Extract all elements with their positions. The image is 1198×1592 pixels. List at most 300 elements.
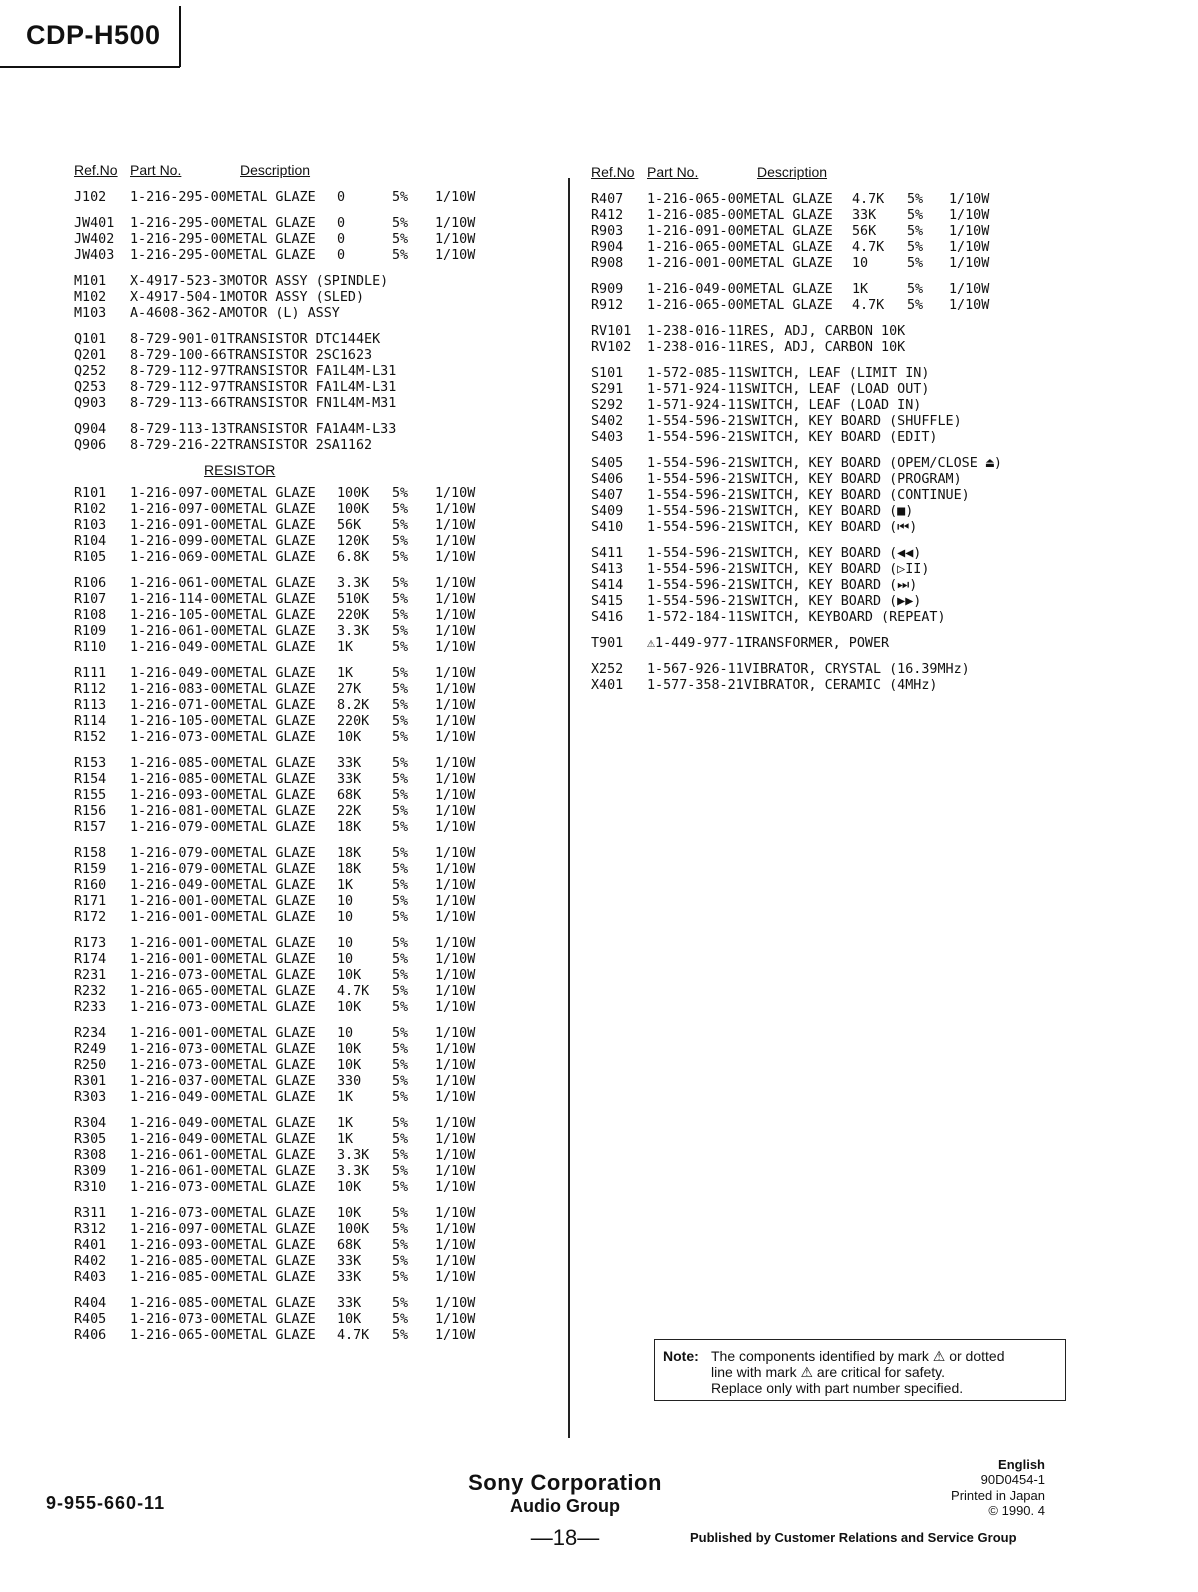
table-row xyxy=(74,1328,484,1344)
wattage: 1/10W xyxy=(435,804,476,819)
tolerance: 5% xyxy=(392,1222,409,1237)
ref-no: R231 xyxy=(74,968,107,983)
tolerance: 5% xyxy=(392,666,409,681)
wattage: 1/10W xyxy=(435,820,476,835)
note-line: The components identified by mark ⚠ or dotted xyxy=(711,1348,1005,1364)
tolerance: 5% xyxy=(392,1026,409,1041)
description: SWITCH, KEY BOARD (⏭) xyxy=(744,578,918,593)
table-row xyxy=(74,1270,484,1286)
ref-no: JW401 xyxy=(74,216,115,231)
description: SWITCH, KEY BOARD (■) xyxy=(744,504,914,519)
table-row xyxy=(74,1180,484,1196)
table-row xyxy=(591,472,1011,488)
table-row xyxy=(591,662,1011,678)
wattage: 1/10W xyxy=(435,936,476,951)
tolerance: 5% xyxy=(392,1090,409,1105)
corporation-name: Sony Corporation xyxy=(468,1470,662,1495)
tolerance: 5% xyxy=(392,862,409,877)
ref-no: S402 xyxy=(591,414,624,429)
ref-no: S403 xyxy=(591,430,624,445)
part-no: 1-571-924-11 xyxy=(647,398,744,413)
table-row xyxy=(74,1132,484,1148)
part-no: 1-216-079-00 xyxy=(130,820,227,835)
page-number: —18— xyxy=(530,1525,600,1550)
ref-no: Q253 xyxy=(74,380,107,395)
part-no: 1-216-049-00 xyxy=(130,878,227,893)
table-row xyxy=(74,290,484,306)
wattage: 1/10W xyxy=(435,190,476,205)
ref-no: S411 xyxy=(591,546,624,561)
part-group xyxy=(74,422,484,454)
description: METAL GLAZE xyxy=(744,224,833,239)
table-row xyxy=(74,984,484,1000)
table-row xyxy=(74,1058,484,1074)
part-group xyxy=(74,1026,484,1106)
value: 1K xyxy=(337,666,354,681)
description: METAL GLAZE xyxy=(227,894,316,909)
ref-no: Q201 xyxy=(74,348,107,363)
description: RES, ADJ, CARBON 10K xyxy=(744,324,906,339)
tolerance: 5% xyxy=(392,1312,409,1327)
table-row xyxy=(591,224,1011,240)
tolerance: 5% xyxy=(907,298,924,313)
ref-no: J102 xyxy=(74,190,107,205)
value: 27K xyxy=(337,682,362,697)
ref-no: R310 xyxy=(74,1180,107,1195)
tolerance: 5% xyxy=(392,714,409,729)
value: 10K xyxy=(337,1180,362,1195)
table-row xyxy=(591,636,1011,652)
table-row xyxy=(74,550,484,566)
ref-no: JW403 xyxy=(74,248,115,263)
part-group xyxy=(74,846,484,926)
part-no: 1-216-114-00 xyxy=(130,592,227,607)
part-no: X-4917-523-3 xyxy=(130,274,227,289)
table-row xyxy=(74,1312,484,1328)
description: METAL GLAZE xyxy=(227,1026,316,1041)
description: METAL GLAZE xyxy=(227,1180,316,1195)
part-no: 1-216-073-00 xyxy=(130,1312,227,1327)
wattage: 1/10W xyxy=(435,862,476,877)
description: METAL GLAZE xyxy=(227,788,316,803)
ref-no: Q906 xyxy=(74,438,107,453)
value: 0 xyxy=(337,190,346,205)
part-no: 1-216-105-00 xyxy=(130,714,227,729)
description: TRANSISTOR DTC144EK xyxy=(227,332,381,347)
tolerance: 5% xyxy=(392,1296,409,1311)
wattage: 1/10W xyxy=(435,1090,476,1105)
value: 33K xyxy=(852,208,877,223)
wattage: 1/10W xyxy=(435,878,476,893)
part-no: 1-554-596-21 xyxy=(647,472,744,487)
ref-no: R106 xyxy=(74,576,107,591)
tolerance: 5% xyxy=(392,248,409,263)
description: METAL GLAZE xyxy=(744,192,833,207)
tolerance: 5% xyxy=(392,1164,409,1179)
ref-no: R102 xyxy=(74,502,107,517)
ref-no: S413 xyxy=(591,562,624,577)
description: METAL GLAZE xyxy=(227,730,316,745)
description: VIBRATOR, CERAMIC (4MHz) xyxy=(744,678,938,693)
value: 100K xyxy=(337,502,370,517)
column-divider xyxy=(568,178,570,1438)
part-group xyxy=(591,662,1011,694)
ref-no: R903 xyxy=(591,224,624,239)
table-row xyxy=(74,820,484,836)
description: SWITCH, KEY BOARD (CONTINUE) xyxy=(744,488,970,503)
wattage: 1/10W xyxy=(435,714,476,729)
description: METAL GLAZE xyxy=(227,534,316,549)
part-no: 1-554-596-21 xyxy=(647,578,744,593)
wattage: 1/10W xyxy=(435,486,476,501)
ref-no: R305 xyxy=(74,1132,107,1147)
part-no: 1-216-001-00 xyxy=(130,910,227,925)
part-group xyxy=(74,756,484,836)
table-row xyxy=(74,592,484,608)
part-no: 1-216-085-00 xyxy=(130,1270,227,1285)
ref-no: R157 xyxy=(74,820,107,835)
table-row xyxy=(591,282,1011,298)
tolerance: 5% xyxy=(392,1116,409,1131)
table-row xyxy=(74,788,484,804)
table-row xyxy=(74,232,484,248)
part-no: 1-216-049-00 xyxy=(130,666,227,681)
tolerance: 5% xyxy=(907,282,924,297)
table-row xyxy=(74,518,484,534)
table-row xyxy=(74,348,484,364)
table-row xyxy=(74,936,484,952)
tolerance: 5% xyxy=(907,192,924,207)
table-row xyxy=(74,1090,484,1106)
value: 10K xyxy=(337,1042,362,1057)
wattage: 1/10W xyxy=(435,216,476,231)
ref-no: R113 xyxy=(74,698,107,713)
description: MOTOR (L) ASSY xyxy=(227,306,340,321)
description: SWITCH, KEY BOARD (SHUFFLE) xyxy=(744,414,962,429)
ref-no: S406 xyxy=(591,472,624,487)
wattage: 1/10W xyxy=(435,248,476,263)
tolerance: 5% xyxy=(907,224,924,239)
value: 33K xyxy=(337,1254,362,1269)
part-no: 1-216-085-00 xyxy=(130,1296,227,1311)
part-no: 1-216-001-00 xyxy=(130,936,227,951)
wattage: 1/10W xyxy=(435,518,476,533)
table-row xyxy=(74,894,484,910)
value: 18K xyxy=(337,820,362,835)
ref-no: R304 xyxy=(74,1116,107,1131)
table-row xyxy=(74,534,484,550)
table-row xyxy=(74,502,484,518)
wattage: 1/10W xyxy=(435,576,476,591)
part-no: 1-216-065-00 xyxy=(647,298,744,313)
table-row xyxy=(74,1116,484,1132)
part-no: 1-216-085-00 xyxy=(130,772,227,787)
description: METAL GLAZE xyxy=(227,804,316,819)
description: METAL GLAZE xyxy=(227,1270,316,1285)
description: METAL GLAZE xyxy=(227,190,316,205)
ref-no: R174 xyxy=(74,952,107,967)
wattage: 1/10W xyxy=(949,240,990,255)
part-no: 1-216-085-00 xyxy=(647,208,744,223)
description: METAL GLAZE xyxy=(227,576,316,591)
description: METAL GLAZE xyxy=(227,248,316,263)
tolerance: 5% xyxy=(392,772,409,787)
wattage: 1/10W xyxy=(435,1026,476,1041)
part-no: 1-554-596-21 xyxy=(647,594,744,609)
value: 18K xyxy=(337,862,362,877)
part-no: 1-554-596-21 xyxy=(647,546,744,561)
ref-no: RV102 xyxy=(591,340,632,355)
header-rule-horizontal xyxy=(0,66,180,68)
value: 1K xyxy=(337,878,354,893)
value: 100K xyxy=(337,1222,370,1237)
wattage: 1/10W xyxy=(435,1074,476,1089)
ref-no: R908 xyxy=(591,256,624,271)
description: METAL GLAZE xyxy=(227,698,316,713)
table-row xyxy=(74,332,484,348)
part-no: 1-216-049-00 xyxy=(130,1116,227,1131)
description: METAL GLAZE xyxy=(744,240,833,255)
wattage: 1/10W xyxy=(435,846,476,861)
description: TRANSISTOR 2SA1162 xyxy=(227,438,373,453)
ref-no: R160 xyxy=(74,878,107,893)
table-row xyxy=(591,414,1011,430)
table-row xyxy=(74,1222,484,1238)
value: 220K xyxy=(337,714,370,729)
wattage: 1/10W xyxy=(949,282,990,297)
column-headers xyxy=(74,162,484,184)
tolerance: 5% xyxy=(392,1238,409,1253)
value: 100K xyxy=(337,486,370,501)
value: 3.3K xyxy=(337,1164,370,1179)
value: 68K xyxy=(337,1238,362,1253)
part-group xyxy=(74,274,484,322)
part-group xyxy=(591,546,1011,626)
ref-no: R173 xyxy=(74,936,107,951)
tolerance: 5% xyxy=(392,894,409,909)
part-no: 1-216-001-00 xyxy=(130,952,227,967)
description: METAL GLAZE xyxy=(227,936,316,951)
table-row xyxy=(74,910,484,926)
wattage: 1/10W xyxy=(435,1042,476,1057)
ref-no: Q904 xyxy=(74,422,107,437)
ref-no: S414 xyxy=(591,578,624,593)
value: 1K xyxy=(337,640,354,655)
part-no: 1-216-001-00 xyxy=(130,894,227,909)
ref-no: S407 xyxy=(591,488,624,503)
description: METAL GLAZE xyxy=(227,984,316,999)
table-row xyxy=(591,488,1011,504)
ref-no: R912 xyxy=(591,298,624,313)
value: 33K xyxy=(337,756,362,771)
part-group xyxy=(74,576,484,656)
part-no: 1-216-091-00 xyxy=(130,518,227,533)
ref-no: R301 xyxy=(74,1074,107,1089)
part-group xyxy=(74,216,484,264)
part-no: 1-554-596-21 xyxy=(647,562,744,577)
table-row xyxy=(74,714,484,730)
part-no: 1-216-091-00 xyxy=(647,224,744,239)
part-no: 1-216-049-00 xyxy=(130,1132,227,1147)
tolerance: 5% xyxy=(392,1132,409,1147)
table-row xyxy=(74,248,484,264)
description: METAL GLAZE xyxy=(227,1222,316,1237)
tolerance: 5% xyxy=(392,804,409,819)
part-no: 1-216-073-00 xyxy=(130,1180,227,1195)
value: 33K xyxy=(337,1296,362,1311)
value: 120K xyxy=(337,534,370,549)
part-no: 1-216-061-00 xyxy=(130,576,227,591)
tolerance: 5% xyxy=(392,502,409,517)
part-no: 1-216-001-00 xyxy=(130,1026,227,1041)
description: TRANSISTOR FA1L4M-L31 xyxy=(227,364,397,379)
model-title: CDP-H500 xyxy=(26,20,161,50)
part-no: 1-571-924-11 xyxy=(647,382,744,397)
part-no: 1-216-295-00 xyxy=(130,190,227,205)
description: SWITCH, LEAF (LOAD OUT) xyxy=(744,382,930,397)
ref-no: R111 xyxy=(74,666,107,681)
tolerance: 5% xyxy=(392,910,409,925)
description: METAL GLAZE xyxy=(227,1116,316,1131)
wattage: 1/10W xyxy=(435,788,476,803)
table-row xyxy=(74,1206,484,1222)
description: SWITCH, KEY BOARD (▷II) xyxy=(744,562,930,577)
tolerance: 5% xyxy=(392,730,409,745)
ref-no: R158 xyxy=(74,846,107,861)
table-row xyxy=(74,1026,484,1042)
ref-no: R249 xyxy=(74,1042,107,1057)
part-no: 1-554-596-21 xyxy=(647,414,744,429)
ref-no: R250 xyxy=(74,1058,107,1073)
table-row xyxy=(591,678,1011,694)
part-no: 1-216-065-00 xyxy=(130,1328,227,1343)
value: 330 xyxy=(337,1074,362,1089)
description: METAL GLAZE xyxy=(227,550,316,565)
wattage: 1/10W xyxy=(435,1296,476,1311)
wattage: 1/10W xyxy=(435,968,476,983)
table-row xyxy=(74,216,484,232)
ref-no: JW402 xyxy=(74,232,115,247)
part-no: 1-216-097-00 xyxy=(130,502,227,517)
wattage: 1/10W xyxy=(435,1132,476,1147)
table-row xyxy=(591,340,1011,356)
ref-no: R909 xyxy=(591,282,624,297)
part-no: 1-238-016-11 xyxy=(647,340,744,355)
description: METAL GLAZE xyxy=(227,1042,316,1057)
ref-no: R101 xyxy=(74,486,107,501)
part-group xyxy=(74,1296,484,1344)
ref-no: R233 xyxy=(74,1000,107,1015)
part-no: A-4608-362-A xyxy=(130,306,227,321)
ref-no: R110 xyxy=(74,640,107,655)
part-no: 1-216-099-00 xyxy=(130,534,227,549)
description: METAL GLAZE xyxy=(227,1090,316,1105)
value: 56K xyxy=(337,518,362,533)
value: 10 xyxy=(337,936,354,951)
description: METAL GLAZE xyxy=(744,298,833,313)
part-no: 8-729-901-01 xyxy=(130,332,227,347)
description: METAL GLAZE xyxy=(744,208,833,223)
ref-no: R311 xyxy=(74,1206,107,1221)
description: METAL GLAZE xyxy=(227,1164,316,1179)
part-no: 1-216-295-00 xyxy=(130,232,227,247)
description: METAL GLAZE xyxy=(227,682,316,697)
ref-no: S416 xyxy=(591,610,624,625)
description: METAL GLAZE xyxy=(227,640,316,655)
tolerance: 5% xyxy=(392,936,409,951)
tolerance: 5% xyxy=(392,820,409,835)
part-no: 1-216-073-00 xyxy=(130,1042,227,1057)
ref-no: R404 xyxy=(74,1296,107,1311)
part-no: 1-216-079-00 xyxy=(130,846,227,861)
description: METAL GLAZE xyxy=(227,1074,316,1089)
description: METAL GLAZE xyxy=(227,1000,316,1015)
document-number: 9-955-660-11 xyxy=(46,1493,166,1513)
part-no: 1-554-596-21 xyxy=(647,456,744,471)
ref-no: R234 xyxy=(74,1026,107,1041)
part-no: 1-216-061-00 xyxy=(130,1164,227,1179)
part-group xyxy=(591,192,1011,272)
wattage: 1/10W xyxy=(435,232,476,247)
part-no: ⚠1-449-977-11 xyxy=(647,636,752,651)
wattage: 1/10W xyxy=(435,608,476,623)
part-no: 1-216-073-00 xyxy=(130,1058,227,1073)
tolerance: 5% xyxy=(907,256,924,271)
table-row xyxy=(74,624,484,640)
wattage: 1/10W xyxy=(435,1254,476,1269)
table-row xyxy=(591,430,1011,446)
ref-no: R109 xyxy=(74,624,107,639)
tolerance: 5% xyxy=(392,1042,409,1057)
tolerance: 5% xyxy=(392,1270,409,1285)
table-row xyxy=(74,804,484,820)
part-group xyxy=(591,324,1011,356)
description: VIBRATOR, CRYSTAL (16.39MHz) xyxy=(744,662,970,677)
description: SWITCH, KEY BOARD (▶▶) xyxy=(744,594,922,609)
ref-no: S409 xyxy=(591,504,624,519)
description: MOTOR ASSY (SLED) xyxy=(227,290,365,305)
part-no: 8-729-100-66 xyxy=(130,348,227,363)
ref-no: R105 xyxy=(74,550,107,565)
wattage: 1/10W xyxy=(949,224,990,239)
description: METAL GLAZE xyxy=(227,216,316,231)
part-no: 1-216-079-00 xyxy=(130,862,227,877)
tolerance: 5% xyxy=(392,592,409,607)
part-no: 1-572-085-11 xyxy=(647,366,744,381)
tolerance: 5% xyxy=(392,1000,409,1015)
table-row xyxy=(591,324,1011,340)
part-no: 1-216-069-00 xyxy=(130,550,227,565)
tolerance: 5% xyxy=(392,534,409,549)
wattage: 1/10W xyxy=(435,894,476,909)
ref-no: R303 xyxy=(74,1090,107,1105)
table-row xyxy=(74,1042,484,1058)
ref-no: R904 xyxy=(591,240,624,255)
value: 0 xyxy=(337,232,346,247)
value: 10 xyxy=(337,1026,354,1041)
corporation-group: Audio Group xyxy=(510,1496,620,1516)
ref-no: R232 xyxy=(74,984,107,999)
value: 18K xyxy=(337,846,362,861)
table-row xyxy=(74,862,484,878)
table-row xyxy=(74,878,484,894)
wattage: 1/10W xyxy=(435,502,476,517)
wattage: 1/10W xyxy=(435,1238,476,1253)
table-row xyxy=(591,256,1011,272)
wattage: 1/10W xyxy=(435,592,476,607)
value: 68K xyxy=(337,788,362,803)
ref-no: R156 xyxy=(74,804,107,819)
